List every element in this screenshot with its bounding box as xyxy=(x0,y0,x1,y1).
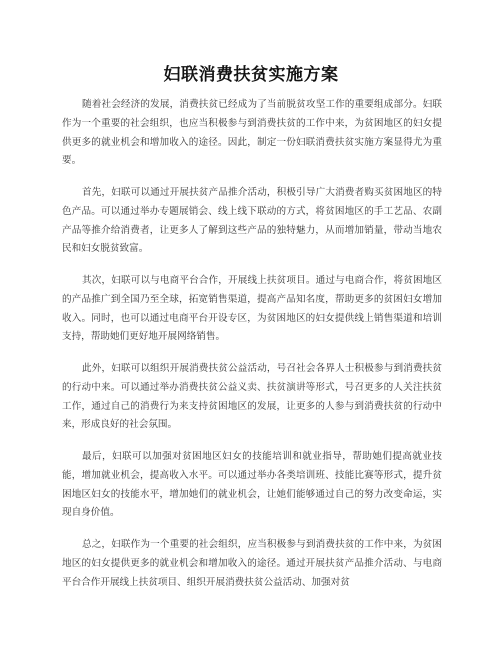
paragraph-conclusion: 总之，妇联作为一个重要的社会组织，应当积极参与到消费扶贫的工作中来，为贫困地区的妇女提供更多的就业机会和增加收入的途径。通过开展扶贫产品推介活动、与电商平台合作开展线上扶贫项目、组织开展消费扶贫公益活动、加强对贫 xyxy=(62,539,442,588)
paragraph-third: 此外，妇联可以组织开展消费扶贫公益活动，号召社会各界人士积极参与到消费扶贫的行动中来。可以通过举办消费扶贫公益义卖、扶贫演讲等形式，号召更多的人关注扶贫工作，通过自己的消费行为来支持贫困地区的发展，让更多的人参与到消费扶贫的行动中来，形成良好的社会氛围。 xyxy=(62,363,442,431)
paragraph-fourth: 最后，妇联可以加强对贫困地区妇女的技能培训和就业指导，帮助她们提高就业技能，增加就业机会，提高收入水平。可以通过举办各类培训班、技能比赛等形式，提升贫困地区妇女的技能水平，增加她们的就业机会，让她们能够通过自己的努力改变命运，实现自身价值。 xyxy=(62,451,442,519)
paragraph-first: 首先，妇联可以通过开展扶贫产品推介活动，积极引导广大消费者购买贫困地区的特色产品。可以通过举办专题展销会、线上线下联动的方式，将贫困地区的手工艺品、农副产品等推介给消费者，让更多人了解到这些产品的独特魅力，从而增加销量，带动当地农民和妇女脱贫致富。 xyxy=(62,187,442,255)
paragraph-second: 其次，妇联可以与电商平台合作，开展线上扶贫项目。通过与电商合作，将贫困地区的产品推广到全国乃至全球，拓宽销售渠道，提高产品知名度，帮助更多的贫困妇女增加收入。同时，也可以通过电商平台开设专区，为贫困地区的妇女提供线上销售渠道和培训支持，帮助她们更好地开展网络销售。 xyxy=(62,275,442,343)
paragraph-intro: 随着社会经济的发展，消费扶贫已经成为了当前脱贫攻坚工作的重要组成部分。妇联作为一个重要的社会组织，也应当积极参与到消费扶贫的工作中来，为贫困地区的妇女提供更多的就业机会和增加收入的途径。因此，制定一份妇联消费扶贫实施方案显得尤为重要。 xyxy=(62,99,442,167)
document-title: 妇联消费扶贫实施方案 xyxy=(163,65,339,85)
